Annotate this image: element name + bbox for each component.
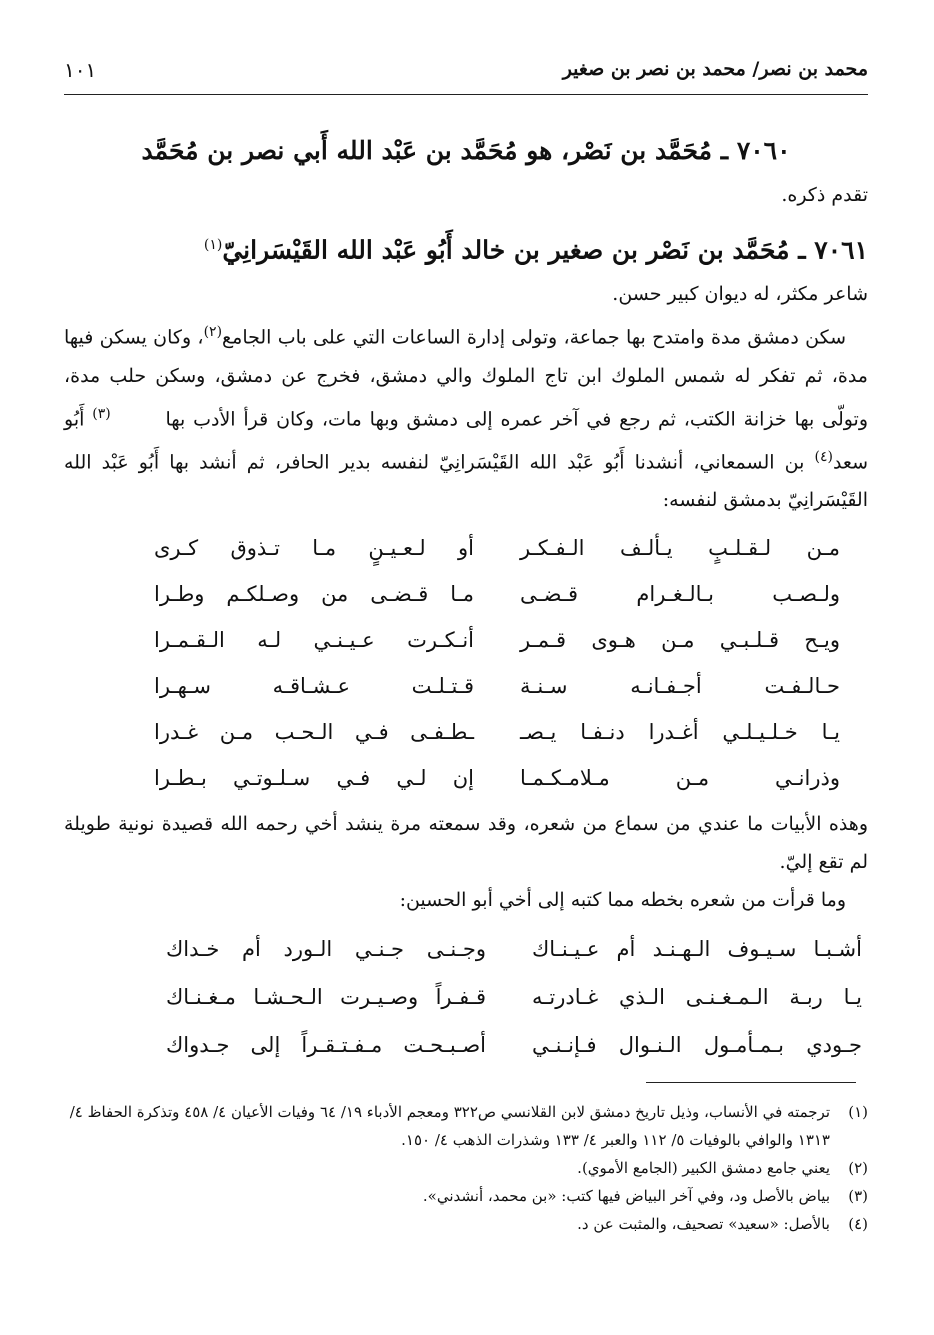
footnote-number: (١) (848, 1103, 868, 1121)
entry-7061-paragraph-3: وما قرأت من شعره بخطه مما كتبه إلى أخي أبو الحسين: (399, 889, 846, 912)
verse-second-hemistich: مـا قـضـى من وصـلكـم وطـرا (154, 582, 474, 607)
entry-7060-title: ٧٠٦٠ ـ مُحَمَّد بن نَصْر، هو مُحَمَّد بن عَبْد الله أَبي نصر بن مُحَمَّد (141, 136, 791, 165)
verse-second-hemistich: ـطـفـى فـي الـحـب مـن غـدرا (154, 720, 474, 745)
footnote-divider (646, 1082, 856, 1083)
page-body (64, 126, 868, 1073)
poem-1 (64, 525, 868, 801)
verse (64, 709, 868, 755)
verse-first-hemistich: وذرانـي مـن مـلامـكـمـا (520, 766, 840, 791)
footnote (64, 1154, 868, 1182)
poem-2 (64, 925, 868, 1069)
verse-second-hemistich: إن لـي فـي سـلـوتـي بـطـرا (154, 766, 474, 791)
verse-second-hemistich: أو لـعـيـنٍ مـا تـذوق كـرى (154, 536, 474, 561)
footnote-text: يعني جامع دمشق الكبير (الجامع الأموي). (577, 1159, 830, 1177)
entry-7061-intro: شاعر مكثر، له ديوان كبير حسن. (612, 283, 868, 306)
footnote-number: (٣) (848, 1187, 868, 1205)
entry-7061-title-text: ٧٠٦١ ـ مُحَمَّد بن نَصْر بن صغير بن خالد أَبُو عَبْد الله القَيْسَرانِيّ (222, 235, 868, 265)
entry-7061-paragraph-2: وهذه الأبيات ما عندي من سماع من شعره، وقد سمعته مرة ينشد أخي رحمه الله قصيدة نونية طويلة لم تقع إليّ. (64, 813, 868, 874)
footnote-ref-2: (٢) (203, 324, 223, 341)
verse-first-hemistich: حـالـفـت أجـفـانـه سـنـة (520, 674, 840, 699)
verse-first-hemistich: ولـصـب بـالـغـرام قـضـى (520, 582, 840, 607)
verse (64, 525, 868, 571)
paragraph-text: سكن دمشق مدة وامتدح بها جماعة، وتولى إدارة الساعات التي على باب الجامع (222, 326, 846, 349)
footnote-ref-3: (٣) (92, 405, 111, 422)
verse-first-hemistich: يـا خـلـيـلـي أغـدرا دنـفـا يـصـ (520, 720, 840, 745)
footnote-ref-4: (٤) (814, 448, 833, 465)
verse-second-hemistich: وجـنـى جـنـي الـورد أم خـداك (166, 937, 486, 962)
footnote (64, 1098, 868, 1154)
footnote-number: (٤) (848, 1215, 868, 1233)
footnote-text: بياض بالأصل ود، وفي آخر البياض فيها كتب: «بن محمد، أنشدني». (422, 1187, 830, 1205)
page-number: ١٠١ (64, 58, 97, 82)
verse-first-hemistich: مـن لـقـلـبٍ يـألـف الـفـكـر (520, 536, 840, 561)
verse-second-hemistich: أنـكـرت عـيـنـي لـه الـقـمـرا (154, 628, 474, 653)
verse-first-hemistich: جـودي بـمـأمـول الـنـوال فـإنـنـي (532, 1033, 862, 1058)
verse-second-hemistich: قـتـلـت عـشـاقـه سـهـرا (154, 674, 474, 699)
footnote-number: (٢) (848, 1159, 868, 1177)
verse (64, 925, 868, 973)
footnote-text: ترجمته في الأنساب، وذيل تاريخ دمشق لابن القلانسي ص٣٢٢ ومعجم الأدباء ١٩/ ٦٤ وفيات الأعيان ٤/ ٤٥٨ وتذكرة الحفاظ ٤/ ١٣١٣ والوافي بالوفيات ٥/ ١١٢ والعبر ٤/ ١٣٣ وشذرات الذهب ٤/ ١٥٠. (69, 1103, 830, 1149)
verse-second-hemistich: قـفـراً وصـيـرت الـحـشـا مـغـنـاك (166, 985, 486, 1010)
footnote (64, 1182, 868, 1210)
verse-second-hemistich: أصـبـحـت مـفـتـقـراً إلى جـدواك (166, 1033, 486, 1058)
footnote (64, 1210, 868, 1238)
verse (64, 755, 868, 801)
verse-first-hemistich: يـا ربـة الـمـغـنـى الـذي غـادرتـه (532, 985, 862, 1010)
verse (64, 1021, 868, 1069)
entry-7061-title (64, 220, 868, 275)
entry-7061-paragraph (64, 313, 868, 519)
verse (64, 973, 868, 1021)
verse (64, 663, 868, 709)
entry-7060-text: تقدم ذكره. (781, 184, 868, 206)
paragraph-text: بن السمعاني، أنشدنا أَبُو عَبْد الله القَيْسَرانِيّ لنفسه بدير الحافر، ثم أنشد بها أَبُو عَبْد الله القَيْسَرانِيّ بدمشق لنفسه: (64, 451, 868, 512)
footnotes (64, 1098, 868, 1238)
verse (64, 571, 868, 617)
verse-first-hemistich: أشـبـا سـيـوف الـهـنـد أم عـيـنـاك (532, 937, 862, 962)
footnote-ref-1: (١) (203, 237, 223, 253)
paragraph-text: أَبُو سعد (64, 407, 868, 474)
verse-first-hemistich: ويـح قـلـبـي مـن هـوى قـمـر (520, 628, 840, 653)
footnote-text: بالأصل: «سعيد» تصحيف، والمثبت عن د. (577, 1215, 830, 1233)
verse (64, 617, 868, 663)
paragraph-text: ، وكان يسكن فيها مدة، ثم تفكر له شمس الملوك ابن تاج الملوك والي دمشق، فخرج عن دمشق، وسكن حلب مدة، وتولّى بها خزانة الكتب، ثم رجع في آخر عمره إلى دمشق وبها مات، وكان قرأ الأدب بها (64, 326, 869, 430)
running-header (64, 58, 868, 95)
header-title: محمد بن نصر/ محمد بن نصر بن صغير (562, 58, 868, 80)
